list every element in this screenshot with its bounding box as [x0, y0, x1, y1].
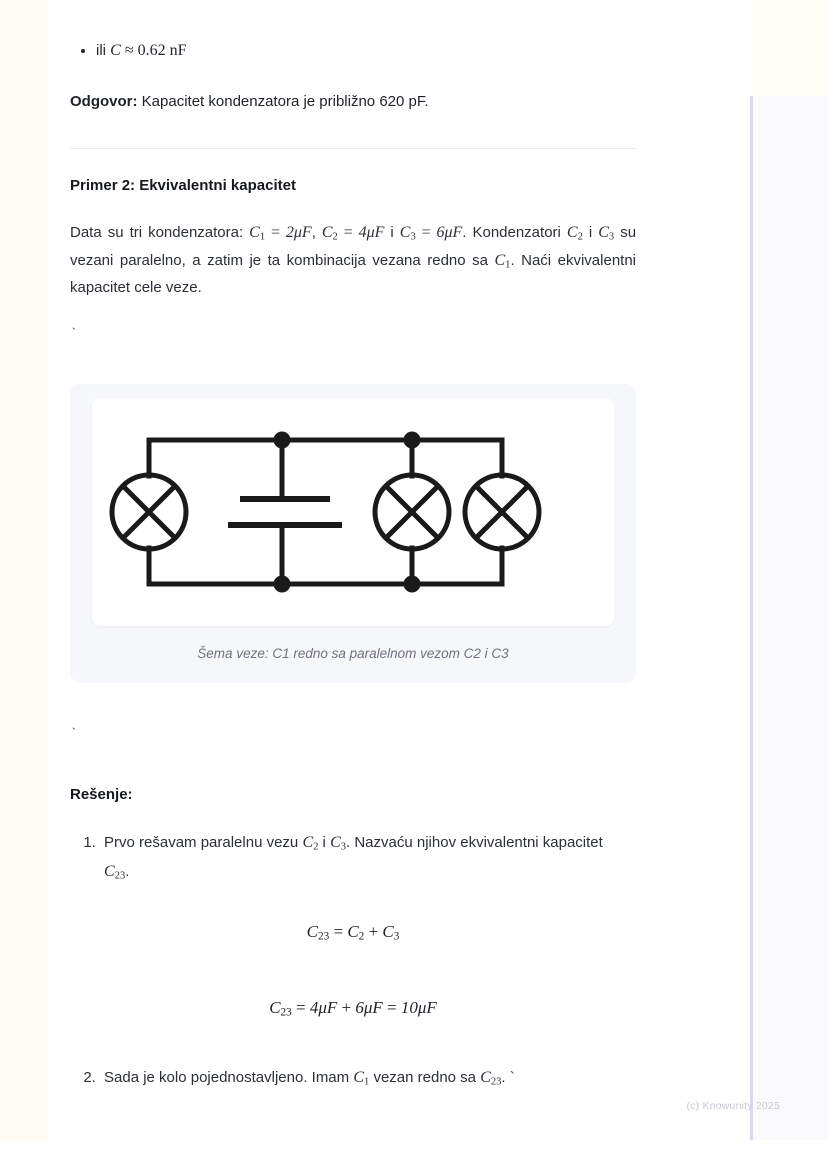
- stray-backtick-bottom: `: [70, 726, 78, 742]
- spacer-before-figure: [70, 340, 636, 384]
- bullet-math-relation: ≈ 0.62 nF: [120, 42, 187, 59]
- step2-text-a: Sada je kolo pojednostavljeno. Imam: [104, 1069, 354, 1087]
- spacer-before-step2: [70, 1020, 636, 1064]
- step1-text-d: .: [125, 862, 130, 880]
- answer-label: Odgovor:: [70, 92, 138, 110]
- page-accent-divider: [750, 96, 753, 1140]
- problem-text-part1: Data su tri kondenzatora:: [70, 224, 250, 242]
- problem-c1-definition: $C_1 = 2\mu F$: [249, 224, 312, 243]
- list-item: [100, 1064, 636, 1093]
- step2-math-c23: $C_{23}$: [480, 1069, 502, 1088]
- answer-line: [70, 90, 636, 114]
- junction-dot: [404, 432, 421, 449]
- solution-heading: Rešenje:: [70, 786, 133, 804]
- step2-text-c: . `: [501, 1069, 515, 1087]
- circuit-diagram-canvas: [92, 398, 614, 626]
- page-background-left-margin: [0, 0, 48, 1171]
- spacer-before-backtick: [70, 301, 636, 327]
- circuit-schematic-svg: [92, 398, 614, 626]
- list-item: [100, 829, 636, 887]
- figure-caption: Šema veze: C1 redno sa paralelnom vezom C2 i C3: [197, 646, 509, 662]
- problem-text-part3: i: [582, 224, 599, 242]
- step1-text-c: . Nazvaću njihov ekvivalentni kapacitet: [346, 833, 603, 851]
- page-background-right-panel: [753, 96, 828, 1140]
- step1-math-c23: $C_{23}$: [104, 862, 126, 881]
- solution-steps-part2: [70, 1064, 636, 1093]
- step1-text-b: i: [318, 833, 331, 851]
- equation-c23-numeric: $C_{23} = 4\mu F + 6\mu F = 10\mu F$: [269, 998, 437, 1019]
- footer-watermark: (c) Knowunity 2025: [686, 1100, 780, 1112]
- capacitor-icon: [228, 499, 342, 525]
- lamp-middle-icon: [375, 475, 449, 549]
- spacer-between-equations: [70, 944, 636, 996]
- list-item: [96, 38, 636, 64]
- problem-c2-reference: $C_2$: [566, 224, 583, 243]
- problem-sep2: i: [384, 224, 400, 242]
- equation-c23-symbolic: $C_{23} = C_2 + C_3$: [306, 922, 400, 943]
- problem-c3-reference: $C_3$: [598, 224, 615, 243]
- lamp-right-icon: [465, 475, 539, 549]
- step1-math-c2: $C_2$: [302, 833, 319, 853]
- bullet-text-prefix: ili: [96, 42, 111, 59]
- figure-card: [70, 384, 636, 683]
- page-title: Primer 2: Ekvivalentni kapacitet: [70, 176, 296, 194]
- page-bottom-band: [0, 1140, 828, 1171]
- answer-text: Kapacitet kondenzatora je približno 620 pF.: [141, 92, 429, 110]
- problem-text-part5: . Naći ekvivalentni kapacitet cele veze.: [70, 252, 637, 297]
- problem-c2-definition: $C_2 = 4\mu F$: [321, 224, 385, 243]
- stray-backtick-top: `: [70, 326, 78, 342]
- spacer-before-rule: [70, 114, 636, 148]
- step1-math-c3: $C_3$: [330, 833, 347, 853]
- junction-dot: [274, 432, 291, 449]
- problem-statement: [70, 219, 636, 301]
- step2-text-b: vezan redno sa: [369, 1069, 481, 1087]
- spacer-before-solution: [70, 740, 636, 784]
- spacer-after-figure: [70, 683, 636, 727]
- problem-text-part4: su vezani paralelno, a zatim je ta kombinacija vezana redno sa: [70, 224, 637, 270]
- spacer-after-bullets: [70, 64, 636, 90]
- problem-sep1: ,: [311, 224, 322, 242]
- lamp-left-icon: [112, 475, 186, 549]
- junction-dot: [404, 576, 421, 593]
- junction-dots: [274, 432, 421, 593]
- spacer-before-eq1: [70, 886, 636, 920]
- spacer-after-solution-heading: [70, 807, 636, 829]
- problem-text-part2: . Kondenzatori: [462, 224, 567, 242]
- spacer-top: [70, 0, 636, 38]
- spacer-after-heading: [70, 197, 636, 219]
- problem-c3-definition: $C_3 = 6\mu F$: [399, 224, 463, 243]
- bullet-list: [70, 38, 636, 64]
- spacer-after-rule: [70, 149, 636, 175]
- junction-dot: [274, 576, 291, 593]
- problem-c1-reference: $C_1$: [494, 252, 511, 271]
- step1-text-a: Prvo rešavam paralelnu vezu: [104, 833, 303, 851]
- step2-math-c1: $C_1$: [353, 1069, 370, 1088]
- document-content: [70, 0, 636, 1140]
- bullet-math-symbol: C: [110, 42, 121, 59]
- solution-steps-part1: [70, 829, 636, 887]
